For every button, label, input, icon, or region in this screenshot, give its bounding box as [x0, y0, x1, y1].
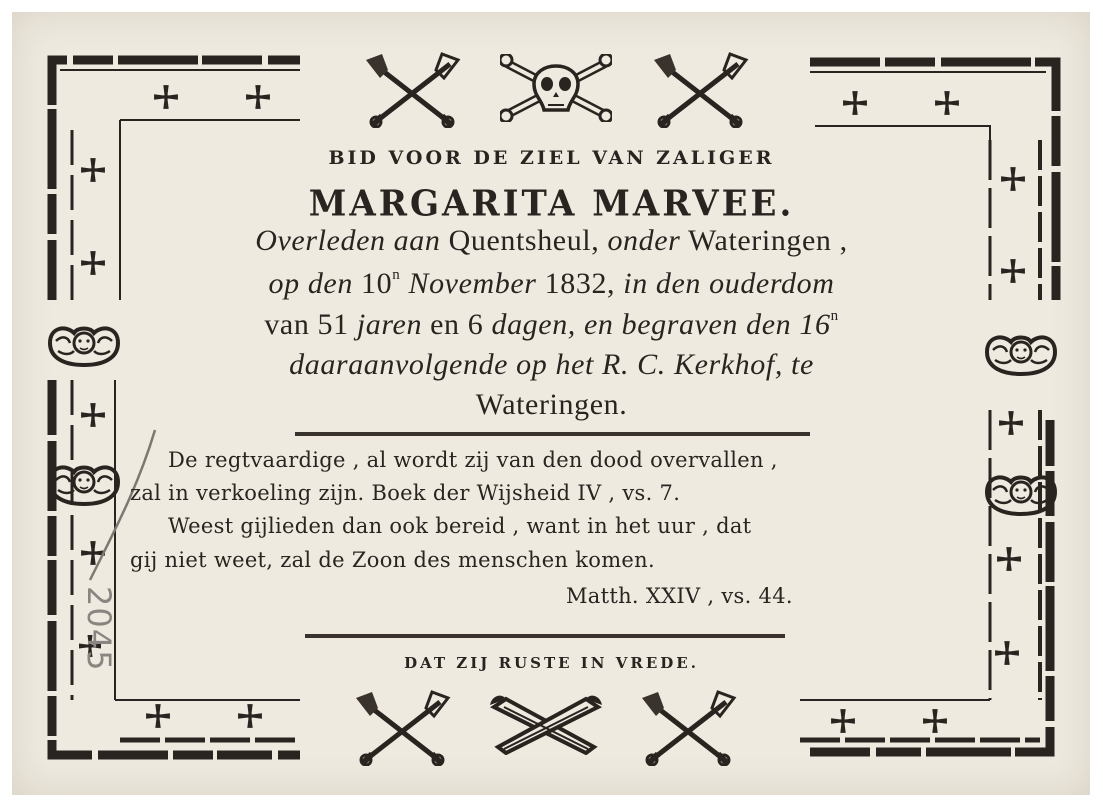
death-line-1: Overleden aan Quentsheul, onder Wateringen ,: [255, 224, 848, 257]
prayer-heading: BID VOOR DE ZIEL VAN ZALIGER: [328, 147, 775, 169]
verse-line: gij niet weet, zal de Zoon des menschen komen.: [130, 548, 655, 572]
cross-pattee-icon: [935, 91, 959, 115]
winged-cherub-icon: [987, 477, 1055, 514]
verse-line: De regtvaardige , al wordt zij van den dood overvallen ,: [168, 448, 778, 472]
cross-pattee-icon: [831, 709, 855, 733]
death-line-3: van 51 jaren en 6 dagen, en begraven den 16$^n$: [264, 308, 839, 341]
cross-pattee-icon: [843, 91, 867, 115]
divider-rule: [295, 432, 810, 436]
cross-pattee-icon: [146, 704, 170, 728]
crossed-spades-icon: [356, 692, 448, 765]
cross-pattee-icon: [923, 709, 947, 733]
verse-reference: Matth. XXIV , vs. 44.: [566, 584, 793, 608]
burial-place: Wateringen.: [475, 388, 628, 421]
cross-pattee-icon: [997, 547, 1021, 571]
cross-pattee-icon: [154, 85, 178, 109]
winged-cherub-icon: [50, 467, 118, 504]
skull-crossbones-icon: [500, 54, 612, 122]
verse-line: Weest gijlieden dan ook bereid , want in het uur , dat: [168, 514, 752, 538]
divider-rule: [305, 634, 785, 638]
crossed-torches-icon: [490, 696, 602, 753]
deceased-name: MARGARITA MARVEE.: [308, 183, 795, 225]
crossed-spades-icon: [642, 692, 734, 765]
cross-pattee-icon: [246, 85, 270, 109]
pencil-inventory-number: 2045: [80, 586, 118, 672]
cross-pattee-icon: [81, 541, 105, 565]
death-line-2: op den 10$^n$ November 1832, in den ouderdom: [268, 267, 835, 300]
rest-in-peace: DAT ZIJ RUSTE IN VREDE.: [404, 654, 699, 672]
crossed-spades-icon: [654, 54, 746, 127]
cross-pattee-icon: [238, 704, 262, 728]
verse-line: zal in verkoeling zijn. Boek der Wijsheid IV , vs. 7.: [130, 481, 681, 505]
crossed-spades-icon: [366, 54, 458, 127]
burial-line: daaraanvolgende op het R. C. Kerkhof, te: [289, 348, 814, 381]
